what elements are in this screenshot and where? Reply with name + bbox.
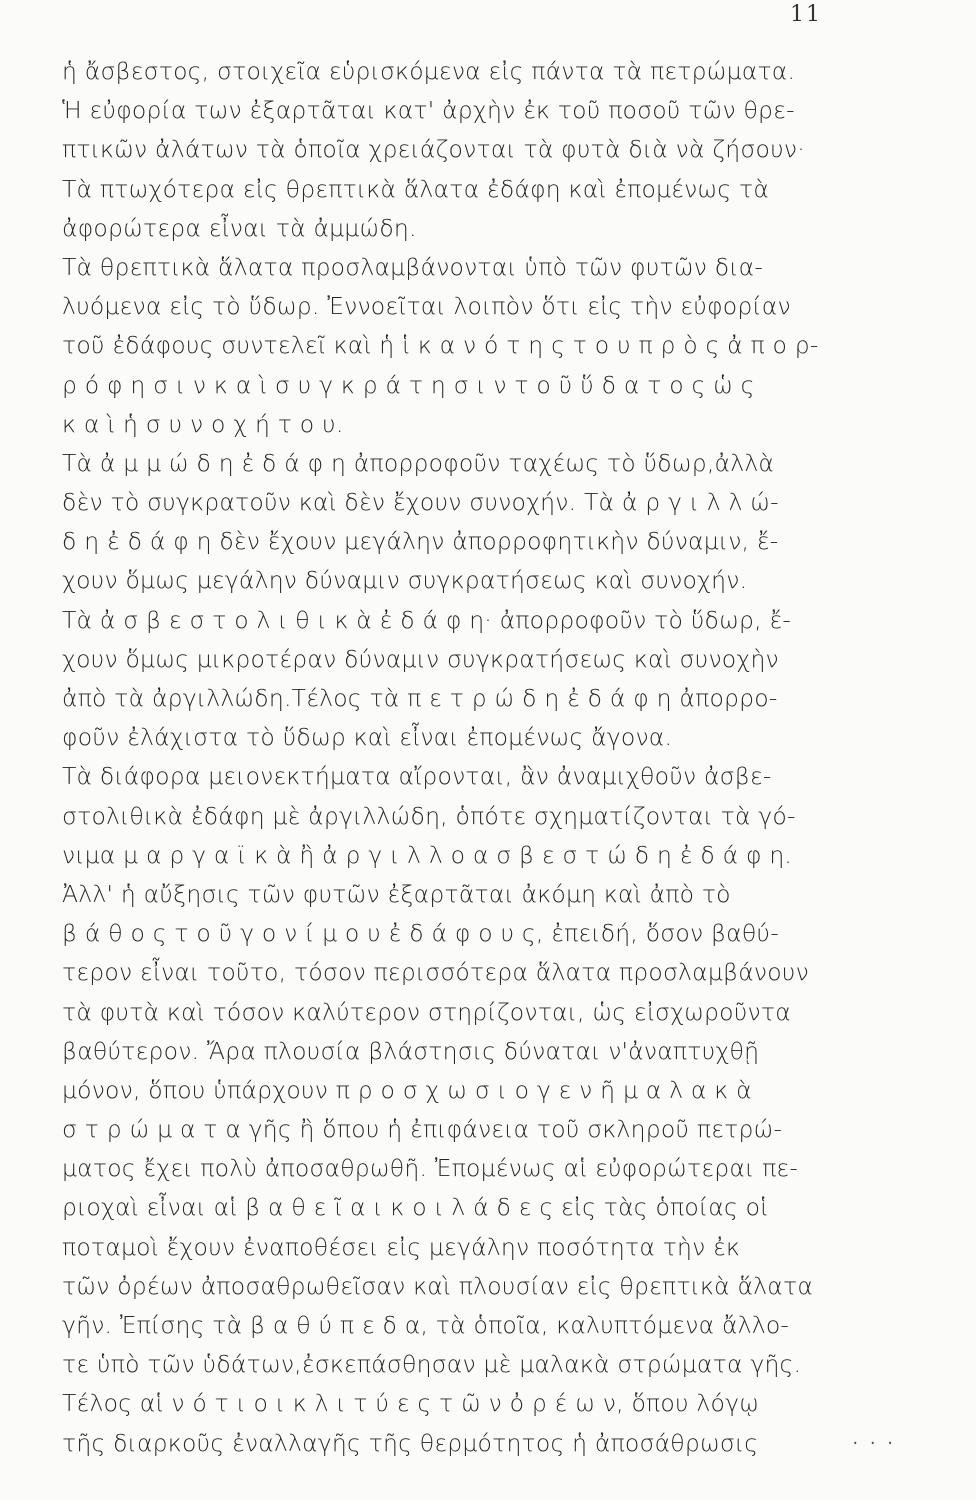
text-line: ρ ό φ η σ ι ν κ α ὶ σ υ γ κ ρ ά τ η σ ι ν τ ο ῦ ὕ δ α τ ο ς ὡ ς [62, 370, 755, 399]
footer-marks: . . . [852, 1428, 896, 1449]
text-line: χουν ὅμως μικροτέραν δύναμιν συγκρατήσεως καὶ συνοχὴν [62, 644, 779, 673]
body-text [62, 52, 852, 1463]
text-line: τῶν ὀρέων ἀποσαθρωθεῖσαν καὶ πλουσίαν εἰς θρεπτικὰ ἅλατα [62, 1271, 814, 1300]
text-line: κ α ὶ ἡ σ υ ν ο χ ή τ ο υ. [62, 409, 344, 438]
text-line: Τὰ διάφορα μειονεκτήματα αἴρονται, ἂν ἀναμιχθοῦν ἀσβε- [62, 762, 772, 791]
text-line: ματος ἔχει πολὺ ἀποσαθρωθῆ. Ἐπομένως αἱ εὐφορώτεραι πε- [62, 1154, 799, 1183]
text-line: μόνον, ὅπου ὑπάρχουν π ρ ο σ χ ω σ ι ο γ ε ν ῆ μ α λ α κ ὰ [62, 1075, 752, 1104]
text-line: ριοχαὶ εἶναι αἱ β α θ ε ῖ α ι κ ο ι λ ά δ ε ς εἰς τὰς ὁποίας οἱ [62, 1193, 769, 1222]
text-line: ἀπὸ τὰ ἀργιλλώδη.Τέλος τὰ π ε τ ρ ώ δ η ἐ δ ά φ η ἀπορρο- [62, 684, 778, 712]
text-line: τε ὑπὸ τῶν ὑδάτων,ἐσκεπάσθησαν μὲ μαλακὰ στρώματα γῆς. [62, 1350, 802, 1379]
text-line: δὲν τὸ συγκρατοῦν καὶ δὲν ἔχουν συνοχήν. Τὰ ἀ ρ γ ι λ λ ώ- [62, 488, 779, 517]
text-line: δ η ἐ δ ά φ η δὲν ἔχουν μεγάλην ἀπορροφητικὴν δύναμιν, ἔ- [62, 527, 779, 556]
text-line: γῆν. Ἐπίσης τὰ β α θ ύ π ε δ α, τὰ ὁποῖα, καλυπτόμενα ἄλλο- [62, 1311, 790, 1339]
text-line: λυόμενα εἰς τὸ ὕδωρ. Ἐννοεῖται λοιπὸν ὅτι εἰς τὴν εὐφορίαν [62, 292, 791, 321]
text-line: τοῦ ἐδάφους συντελεῖ καὶ ἡ ἱ κ α ν ό τ η ς τ ο υ π ρ ὸ ς ἀ π ο ρ- [62, 331, 819, 360]
text-line: ἡ ἄσβεστος, στοιχεῖα εὑρισκόμενα εἰς πάντα τὰ πετρώματα. [62, 57, 796, 85]
text-line: βαθύτερον. Ἄρα πλουσία βλάστησις δύναται ν'ἀναπτυχθῇ [62, 1036, 760, 1065]
text-line: τὰ φυτὰ καὶ τόσον καλύτερον στηρίζονται, ὡς εἰσχωροῦντα [62, 997, 791, 1026]
text-line: σ τ ρ ώ μ α τ α γῆς ἢ ὅπου ἡ ἐπιφάνεια τοῦ σκληροῦ πετρώ- [62, 1115, 783, 1144]
text-line: φοῦν ἐλάχιστα τὸ ὕδωρ καὶ εἶναι ἐπομένως ἄγονα. [62, 723, 673, 752]
text-line: τῆς διαρκοῦς ἐναλλαγῆς τῆς θερμότητος ἡ ἀποσάθρωσις [62, 1428, 759, 1457]
text-line: τερον εἶναι τοῦτο, τόσον περισσότερα ἅλατα προσλαμβάνουν [62, 958, 809, 987]
text-line: νιμα μ α ρ γ α ϊ κ ὰ ἢ ἀ ρ γ ι λ λ ο α σ β ε σ τ ώ δ η ἐ δ ά φ η. [62, 840, 793, 869]
text-line: ποταμοὶ ἔχουν ἐναποθέσει εἰς μεγάλην ποσότητα τὴν ἐκ [62, 1232, 741, 1261]
text-line: Τὰ ἀ σ β ε σ τ ο λ ι θ ι κ ὰ ἐ δ ά φ η· ἀπορροφοῦν τὸ ὕδωρ, ἔ- [62, 605, 792, 634]
text-line: Τὰ θρεπτικὰ ἅλατα προσλαμβάνονται ὑπὸ τῶν φυτῶν δια- [62, 252, 764, 281]
text-line: Τὰ ἀ μ μ ώ δ η ἐ δ ά φ η ἀπορροφοῦν ταχέως τὸ ὕδωρ,ἀλλὰ [62, 448, 775, 477]
text-line: Τέλος αἱ ν ό τ ι ο ι κ λ ι τ ύ ε ς τ ῶ ν ὀ ρ έ ω ν, ὅπου λόγῳ [62, 1389, 760, 1418]
text-line: πτικῶν ἀλάτων τὰ ὁποῖα χρειάζονται τὰ φυτὰ διὰ νὰ ζήσουν· [62, 135, 805, 164]
text-line: χουν ὅμως μεγάλην δύναμιν συγκρατήσεως καὶ συνοχήν. [62, 566, 748, 595]
text-line: Ἀλλ' ἡ αὔξησις τῶν φυτῶν ἐξαρτᾶται ἀκόμη καὶ ἀπὸ τὸ [62, 879, 731, 908]
text-line: β ά θ ο ς τ ο ῦ γ ο ν ί μ ο υ ἐ δ ά φ ο υ ς, ἐπειδή, ὅσον βαθύ- [62, 919, 779, 948]
text-line: στολιθικὰ ἐδάφη μὲ ἀργιλλώδη, ὁπότε σχηματίζονται τὰ γό- [62, 801, 796, 830]
text-line: Τὰ πτωχότερα εἰς θρεπτικὰ ἅλατα ἐδάφη καὶ ἐπομένως τὰ [62, 174, 770, 203]
text-line: ἀφορώτερα εἶναι τὰ ἀμμώδη. [62, 213, 417, 242]
page-number: 11 [790, 2, 822, 27]
text-line: Ἡ εὐφορία των ἐξαρτᾶται κατ' ἀρχὴν ἐκ τοῦ ποσοῦ τῶν θρε- [62, 96, 795, 125]
